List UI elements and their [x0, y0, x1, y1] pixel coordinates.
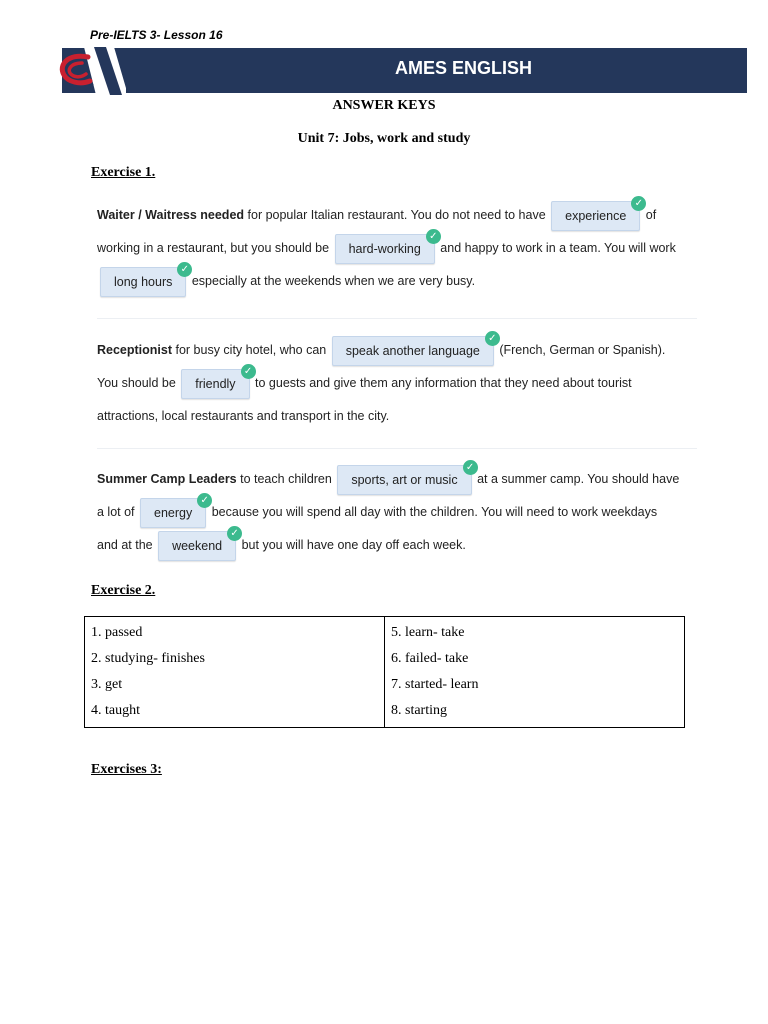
text: and happy to work in a team. You will work: [436, 241, 676, 255]
job-title: Summer Camp Leaders: [97, 472, 237, 486]
answer-keys-title: ANSWER KEYS: [332, 98, 436, 113]
table-cell: 7. started- learn: [385, 672, 685, 698]
check-icon: ✓: [197, 493, 212, 508]
divider: [97, 448, 697, 449]
text: to guests and give them any information that they need about tourist: [251, 376, 632, 390]
text: attractions, local restaurants and transport in the city.: [97, 409, 390, 423]
text: of: [642, 208, 657, 222]
table-row: [85, 698, 685, 728]
answer-chip: weekend ✓: [158, 531, 236, 561]
check-icon: ✓: [241, 364, 256, 379]
text: (French, German or Spanish).: [495, 343, 666, 357]
answer-chip: friendly ✓: [181, 369, 249, 399]
table-row: [85, 617, 685, 647]
answer-chip: energy ✓: [140, 498, 206, 528]
text: You should be: [97, 376, 180, 390]
check-icon: ✓: [631, 196, 646, 211]
text: to teach children: [236, 472, 336, 486]
table-cell: 2. studying- finishes: [85, 646, 385, 672]
answer-chip: long hours ✓: [100, 267, 186, 297]
table-cell: 4. taught: [85, 698, 385, 728]
header-banner: [62, 48, 747, 93]
unit-title: Unit 7: Jobs, work and study: [297, 131, 471, 146]
answer-chip: hard-working ✓: [335, 234, 435, 264]
text: for busy city hotel, who can: [172, 343, 330, 357]
table-cell: 3. get: [85, 672, 385, 698]
job-title: Receptionist: [97, 343, 173, 357]
text: for popular Italian restaurant. You do not need to have: [244, 208, 550, 222]
answer-chip: experience ✓: [551, 201, 640, 231]
check-icon: ✓: [485, 331, 500, 346]
answer-chip: speak another language ✓: [332, 336, 494, 366]
table-cell: 6. failed- take: [385, 646, 685, 672]
exercise2-heading: Exercise 2.: [91, 583, 156, 598]
ames-logo-icon: [56, 47, 126, 95]
lesson-label: Pre-IELTS 3- Lesson 16: [90, 28, 223, 42]
text: because you will spend all day with the children. You will need to work weekdays: [208, 505, 658, 519]
divider: [97, 318, 697, 319]
text: a lot of: [97, 505, 138, 519]
text: at a summer camp. You should have: [473, 472, 680, 486]
exercise2-answer-table: [84, 616, 685, 728]
banner-title: AMES ENGLISH: [394, 58, 532, 78]
text: working in a restaurant, but you should be: [97, 241, 333, 255]
table-cell: 5. learn- take: [385, 617, 685, 647]
check-icon: ✓: [177, 262, 192, 277]
text: but you will have one day off each week.: [238, 538, 466, 552]
check-icon: ✓: [426, 229, 441, 244]
exercise3-heading: Exercises 3:: [91, 762, 162, 777]
job-title: Waiter / Waitress needed: [97, 208, 245, 222]
exercise1-heading: Exercise 1.: [91, 165, 156, 180]
text: especially at the weekends when we are very busy.: [188, 274, 476, 288]
answer-chip: sports, art or music ✓: [337, 465, 471, 495]
table-row: [85, 672, 685, 698]
check-icon: ✓: [227, 526, 242, 541]
table-cell: 1. passed: [85, 617, 385, 647]
table-row: [85, 646, 685, 672]
text: and at the: [97, 538, 157, 552]
check-icon: ✓: [463, 460, 478, 475]
table-cell: 8. starting: [385, 698, 685, 728]
